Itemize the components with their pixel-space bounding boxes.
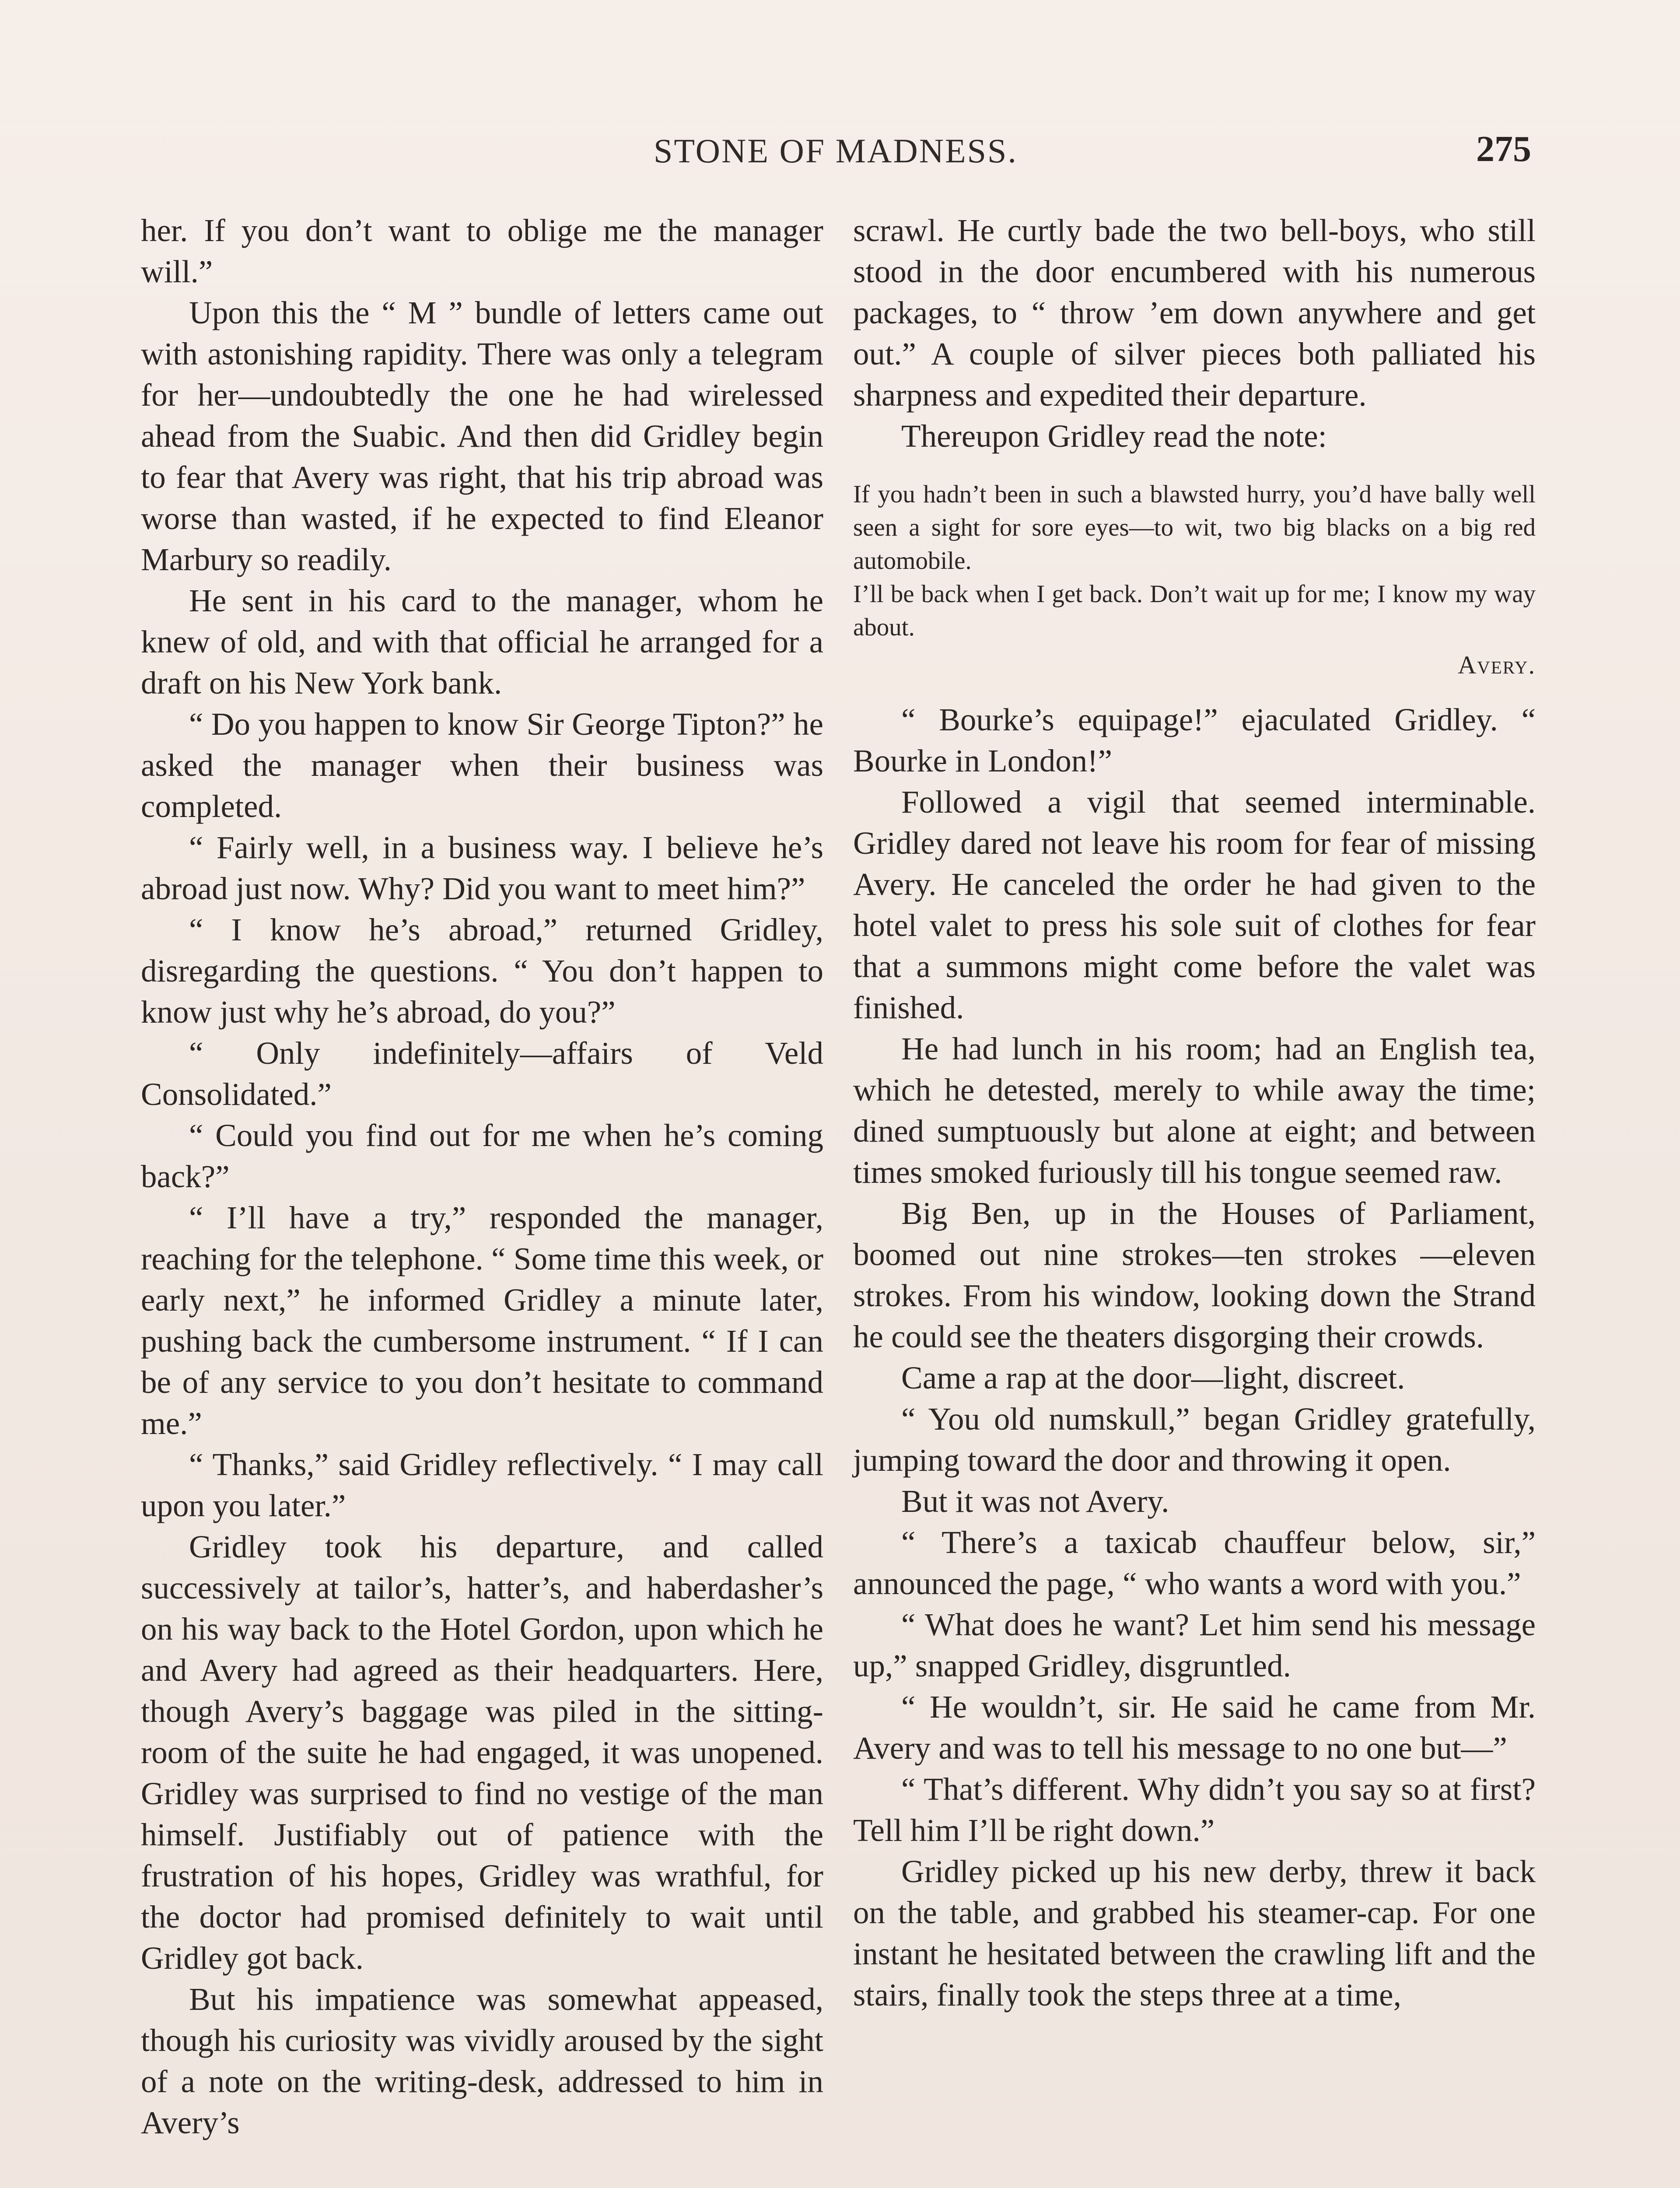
paragraph: scrawl. He curtly bade the two bell-boys, who still stood in the door encumbered with his numerous packages, to “ throw ’em down anywhere and get out.” A couple of silver pieces both palliated his sharpness and expedited their departure. — [853, 213, 1536, 413]
paragraph: He sent in his card to the manager, whom he knew of old, and with that official he arranged for a draft on his New York bank. — [141, 583, 823, 701]
paragraph: “ He wouldn’t, sir. He said he came from Mr. Avery and was to tell his message to no one but—” — [853, 1689, 1536, 1766]
paragraph: But it was not Avery. — [901, 1483, 1169, 1519]
paragraph: “ I know he’s abroad,” returned Gridley, disregarding the questions. “ You don’t happen to know just why he’s abroad, do you?” — [141, 912, 823, 1030]
paragraph: Thereupon Gridley read the note: — [901, 418, 1327, 454]
quoted-note — [853, 478, 1536, 682]
left-column — [141, 210, 823, 2143]
paragraph: Big Ben, up in the Houses of Parliament, boomed out nine strokes—ten strokes —eleven strokes. From his window, looking down the Strand he could see the theaters disgorging their crowds. — [853, 1196, 1536, 1354]
paragraph: Gridley picked up his new derby, threw it back on the table, and grabbed his steamer-cap. For one instant he hesitated between the crawling lift and the stairs, finally took the steps three at a time, — [853, 1854, 1536, 2013]
paragraph: “ That’s different. Why didn’t you say so at first? Tell him I’ll be right down.” — [853, 1771, 1536, 1848]
paragraph: Gridley took his departure, and called successively at tailor’s, hatter’s, and haberdasher’s on his way back to the Hotel Gordon, upon which he and Avery had agreed as their headquarters. Here, though Avery’s baggage was piled in the sitting-room of the suite he had engaged, it was unopened. Gridley was surprised to find no vestige of the man himself. Justifiably out of patience with the frustration of his hopes, Gridley was wrathful, for the doctor had promised definitely to wait until Gridley got back. — [141, 1529, 823, 1976]
paragraph: “ I’ll have a try,” responded the manager, reaching for the telephone. “ Some time this week, or early next,” he informed Gridley a minute later, pushing back the cumbersome instrument. “ If I can be of any service to you don’t hesitate to command me.” — [141, 1200, 823, 1441]
paragraph: “ Bourke’s equipage!” ejaculated Gridley. “ Bourke in London!” — [853, 702, 1536, 778]
paragraph: “ Only indefinitely—affairs of Veld Consolidated.” — [141, 1035, 823, 1112]
paragraph: Upon this the “ M ” bundle of letters came out with astonishing rapidity. There was only a telegram for her—undoubtedly the one he had wirelessed ahead from the Suabic. And then did Gridley begin to fear that Avery was right, that his trip abroad was worse than wasted, if he expected to find Eleanor Marbury so readily. — [141, 295, 823, 577]
paragraph: “ Fairly well, in a business way. I believe he’s abroad just now. Why? Did you want to meet him?” — [141, 830, 823, 906]
note-line: I’ll be back when I get back. Don’t wait up for me; I know my way about. — [853, 580, 1536, 641]
paragraph: Followed a vigil that seemed interminable. Gridley dared not leave his room for fear of missing Avery. He canceled the order he had given to the hotel valet to press his sole suit of clothes for fear that a summons might come before the valet was finished. — [853, 784, 1536, 1025]
paragraph: “ Thanks,” said Gridley reflectively. “ I may call upon you later.” — [141, 1447, 823, 1523]
paragraph: But his impatience was somewhat appeased, though his curiosity was vividly aroused by the sight of a note on the writing-desk, addressed to him in Avery’s — [141, 1981, 823, 2140]
note-line: If you hadn’t been in such a blawsted hurry, you’d have bally well seen a sight for sore eyes—to wit, two big blacks on a big red automobile. — [853, 480, 1536, 575]
paragraph: “ You old numskull,” began Gridley gratefully, jumping toward the door and throwing it open. — [853, 1401, 1536, 1478]
paragraph: her. If you don’t want to oblige me the manager will.” — [141, 213, 823, 289]
running-title: STONE OF MADNESS. — [654, 132, 1018, 170]
paragraph: He had lunch in his room; had an English tea, which he detested, merely to while away the time; dined sumptuously but alone at eight; and between times smoked furiously till his tongue seemed raw. — [853, 1031, 1536, 1190]
right-column — [853, 210, 1536, 2016]
note-signature: Avery. — [1458, 651, 1536, 679]
paragraph: Came a rap at the door—light, discreet. — [901, 1360, 1405, 1396]
paragraph: “ There’s a taxicab chauffeur below, sir,” announced the page, “ who wants a word with you.” — [853, 1525, 1536, 1601]
paragraph: “ Do you happen to know Sir George Tipton?” he asked the manager when their business was completed. — [141, 706, 823, 824]
running-head — [140, 131, 1531, 184]
page-number: 275 — [1476, 129, 1531, 169]
paragraph: “ Could you find out for me when he’s coming back?” — [141, 1118, 823, 1194]
paragraph: “ What does he want? Let him send his message up,” snapped Gridley, disgruntled. — [853, 1607, 1536, 1683]
